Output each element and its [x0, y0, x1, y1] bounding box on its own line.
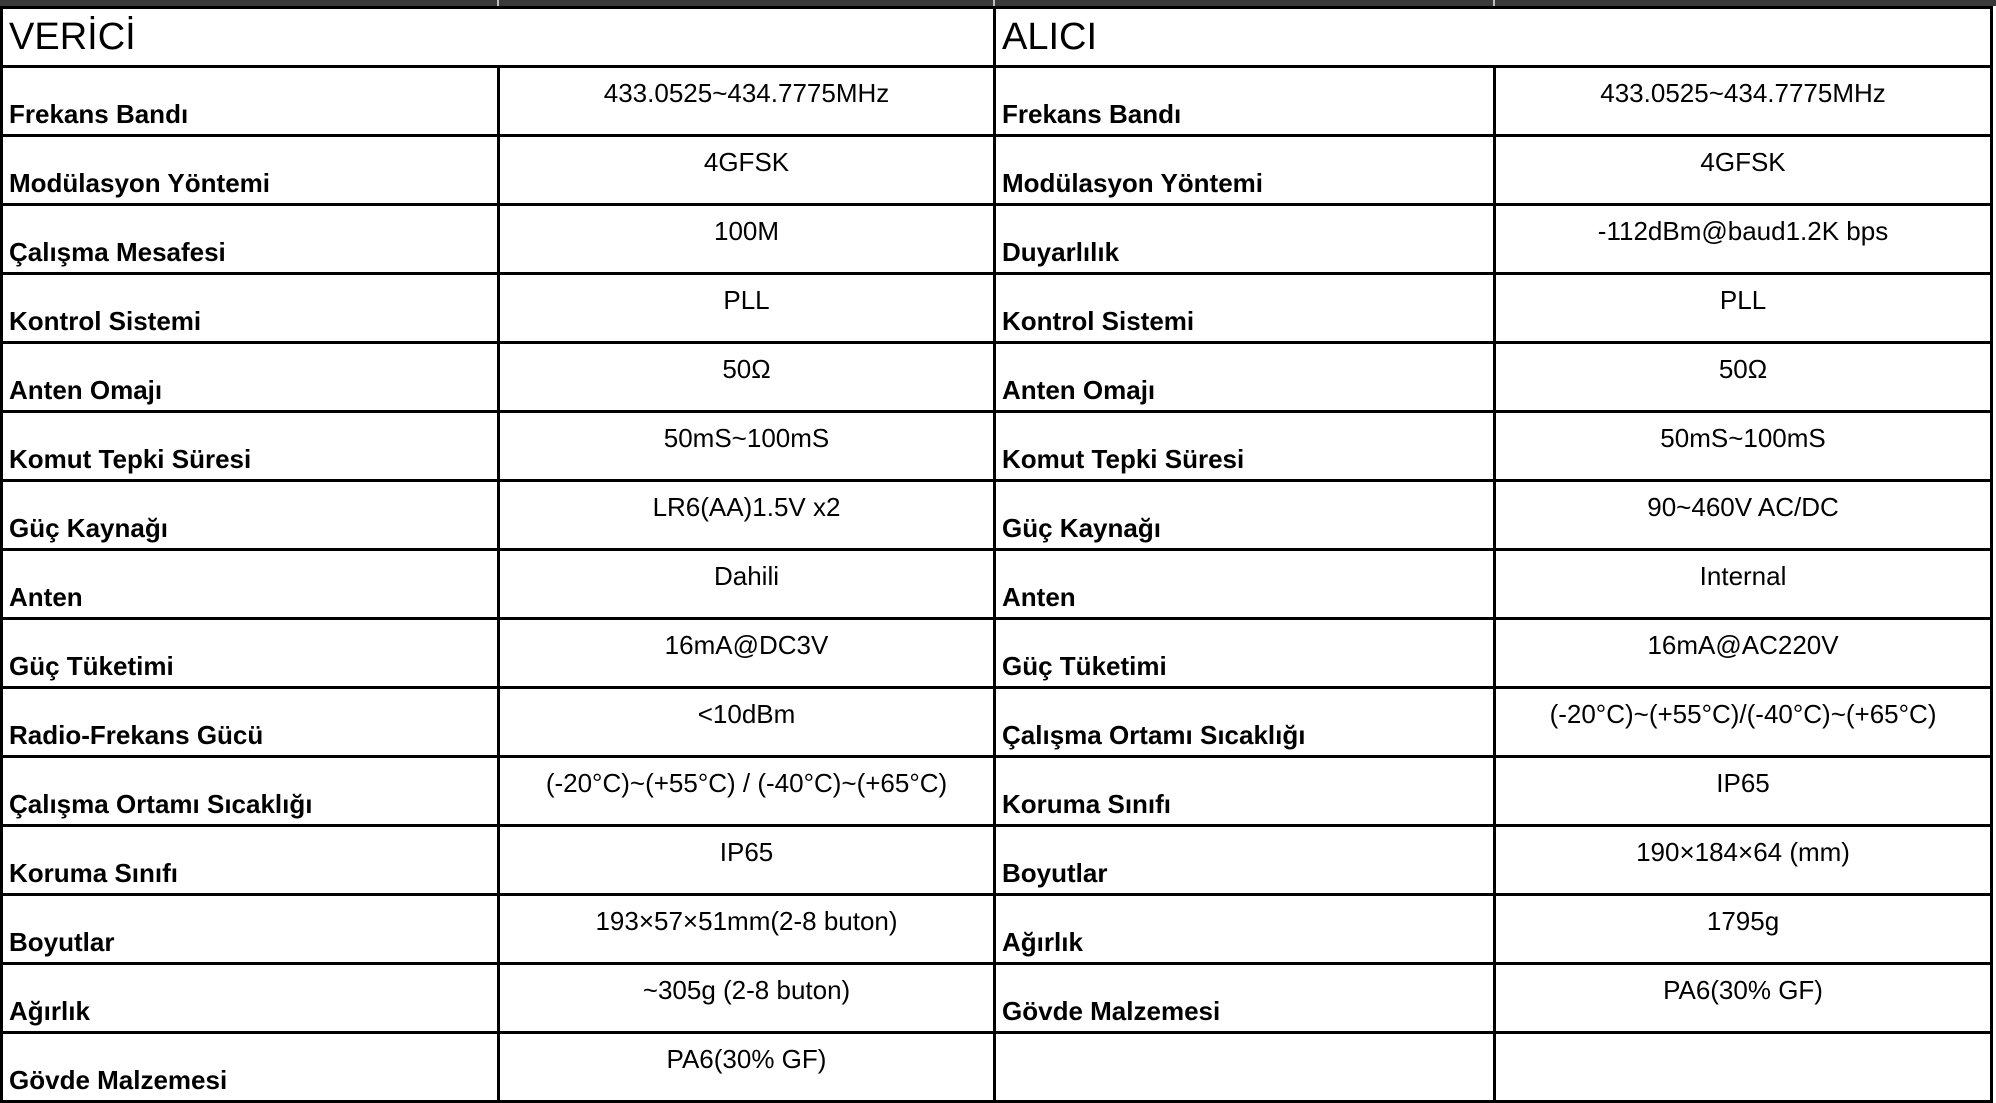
receiver-spec-value: PLL — [1495, 274, 1992, 343]
transmitter-spec-value: 100M — [499, 205, 995, 274]
transmitter-spec-value: 50Ω — [499, 343, 995, 412]
header-row — [2, 8, 1992, 67]
table-row — [2, 619, 1992, 688]
receiver-spec-label: Gövde Malzemesi — [995, 964, 1495, 1033]
table-row — [2, 274, 1992, 343]
table-row — [2, 826, 1992, 895]
transmitter-spec-value: (-20°C)~(+55°C) / (-40°C)~(+65°C) — [499, 757, 995, 826]
transmitter-spec-value: 433.0525~434.7775MHz — [499, 67, 995, 136]
transmitter-spec-label: Radio-Frekans Gücü — [2, 688, 499, 757]
receiver-spec-value: 433.0525~434.7775MHz — [1495, 67, 1992, 136]
receiver-spec-value: Internal — [1495, 550, 1992, 619]
receiver-spec-value: 16mA@AC220V — [1495, 619, 1992, 688]
transmitter-spec-value: 4GFSK — [499, 136, 995, 205]
spec-table — [0, 6, 1993, 1103]
receiver-spec-value: 90~460V AC/DC — [1495, 481, 1992, 550]
transmitter-spec-value: IP65 — [499, 826, 995, 895]
receiver-spec-label: Frekans Bandı — [995, 67, 1495, 136]
table-row — [2, 67, 1992, 136]
transmitter-spec-label: Güç Kaynağı — [2, 481, 499, 550]
transmitter-spec-value: 16mA@DC3V — [499, 619, 995, 688]
receiver-spec-value — [1495, 1033, 1992, 1102]
transmitter-spec-label: Boyutlar — [2, 895, 499, 964]
receiver-spec-value: 190×184×64 (mm) — [1495, 826, 1992, 895]
transmitter-spec-value: ~305g (2-8 buton) — [499, 964, 995, 1033]
receiver-spec-label: Anten — [995, 550, 1495, 619]
transmitter-spec-value: LR6(AA)1.5V x2 — [499, 481, 995, 550]
receiver-spec-label: Çalışma Ortamı Sıcaklığı — [995, 688, 1495, 757]
receiver-spec-label: Güç Kaynağı — [995, 481, 1495, 550]
transmitter-spec-label: Çalışma Mesafesi — [2, 205, 499, 274]
transmitter-spec-value: Dahili — [499, 550, 995, 619]
receiver-spec-value: -112dBm@baud1.2K bps — [1495, 205, 1992, 274]
table-row — [2, 412, 1992, 481]
receiver-spec-value: IP65 — [1495, 757, 1992, 826]
table-row — [2, 481, 1992, 550]
transmitter-spec-value: 50mS~100mS — [499, 412, 995, 481]
transmitter-spec-value: PLL — [499, 274, 995, 343]
transmitter-spec-label: Komut Tepki Süresi — [2, 412, 499, 481]
receiver-spec-label: Duyarlılık — [995, 205, 1495, 274]
receiver-spec-label: Boyutlar — [995, 826, 1495, 895]
receiver-spec-label: Komut Tepki Süresi — [995, 412, 1495, 481]
receiver-spec-value: 50mS~100mS — [1495, 412, 1992, 481]
spec-table-body — [2, 8, 1992, 1102]
receiver-spec-label: Modülasyon Yöntemi — [995, 136, 1495, 205]
transmitter-spec-label: Modülasyon Yöntemi — [2, 136, 499, 205]
receiver-spec-value: (-20°C)~(+55°C)/(-40°C)~(+65°C) — [1495, 688, 1992, 757]
receiver-spec-value: PA6(30% GF) — [1495, 964, 1992, 1033]
table-row — [2, 895, 1992, 964]
transmitter-spec-label: Koruma Sınıfı — [2, 826, 499, 895]
receiver-spec-label: Güç Tüketimi — [995, 619, 1495, 688]
transmitter-spec-label: Güç Tüketimi — [2, 619, 499, 688]
receiver-spec-value: 1795g — [1495, 895, 1992, 964]
transmitter-spec-value: <10dBm — [499, 688, 995, 757]
table-row — [2, 757, 1992, 826]
transmitter-spec-label: Çalışma Ortamı Sıcaklığı — [2, 757, 499, 826]
receiver-spec-value: 4GFSK — [1495, 136, 1992, 205]
transmitter-title: VERİCİ — [2, 8, 995, 67]
transmitter-spec-label: Kontrol Sistemi — [2, 274, 499, 343]
transmitter-spec-label: Gövde Malzemesi — [2, 1033, 499, 1102]
table-row — [2, 343, 1992, 412]
receiver-spec-label: Kontrol Sistemi — [995, 274, 1495, 343]
transmitter-spec-label: Anten — [2, 550, 499, 619]
receiver-spec-label: Ağırlık — [995, 895, 1495, 964]
transmitter-spec-value: 193×57×51mm(2-8 buton) — [499, 895, 995, 964]
table-row — [2, 964, 1992, 1033]
table-row — [2, 550, 1992, 619]
receiver-title: ALICI — [995, 8, 1992, 67]
receiver-spec-label: Anten Omajı — [995, 343, 1495, 412]
transmitter-spec-value: PA6(30% GF) — [499, 1033, 995, 1102]
table-row — [2, 1033, 1992, 1102]
transmitter-spec-label: Anten Omajı — [2, 343, 499, 412]
transmitter-spec-label: Ağırlık — [2, 964, 499, 1033]
table-row — [2, 136, 1992, 205]
table-row — [2, 688, 1992, 757]
receiver-spec-label — [995, 1033, 1495, 1102]
receiver-spec-value: 50Ω — [1495, 343, 1992, 412]
receiver-spec-label: Koruma Sınıfı — [995, 757, 1495, 826]
transmitter-spec-label: Frekans Bandı — [2, 67, 499, 136]
table-row — [2, 205, 1992, 274]
